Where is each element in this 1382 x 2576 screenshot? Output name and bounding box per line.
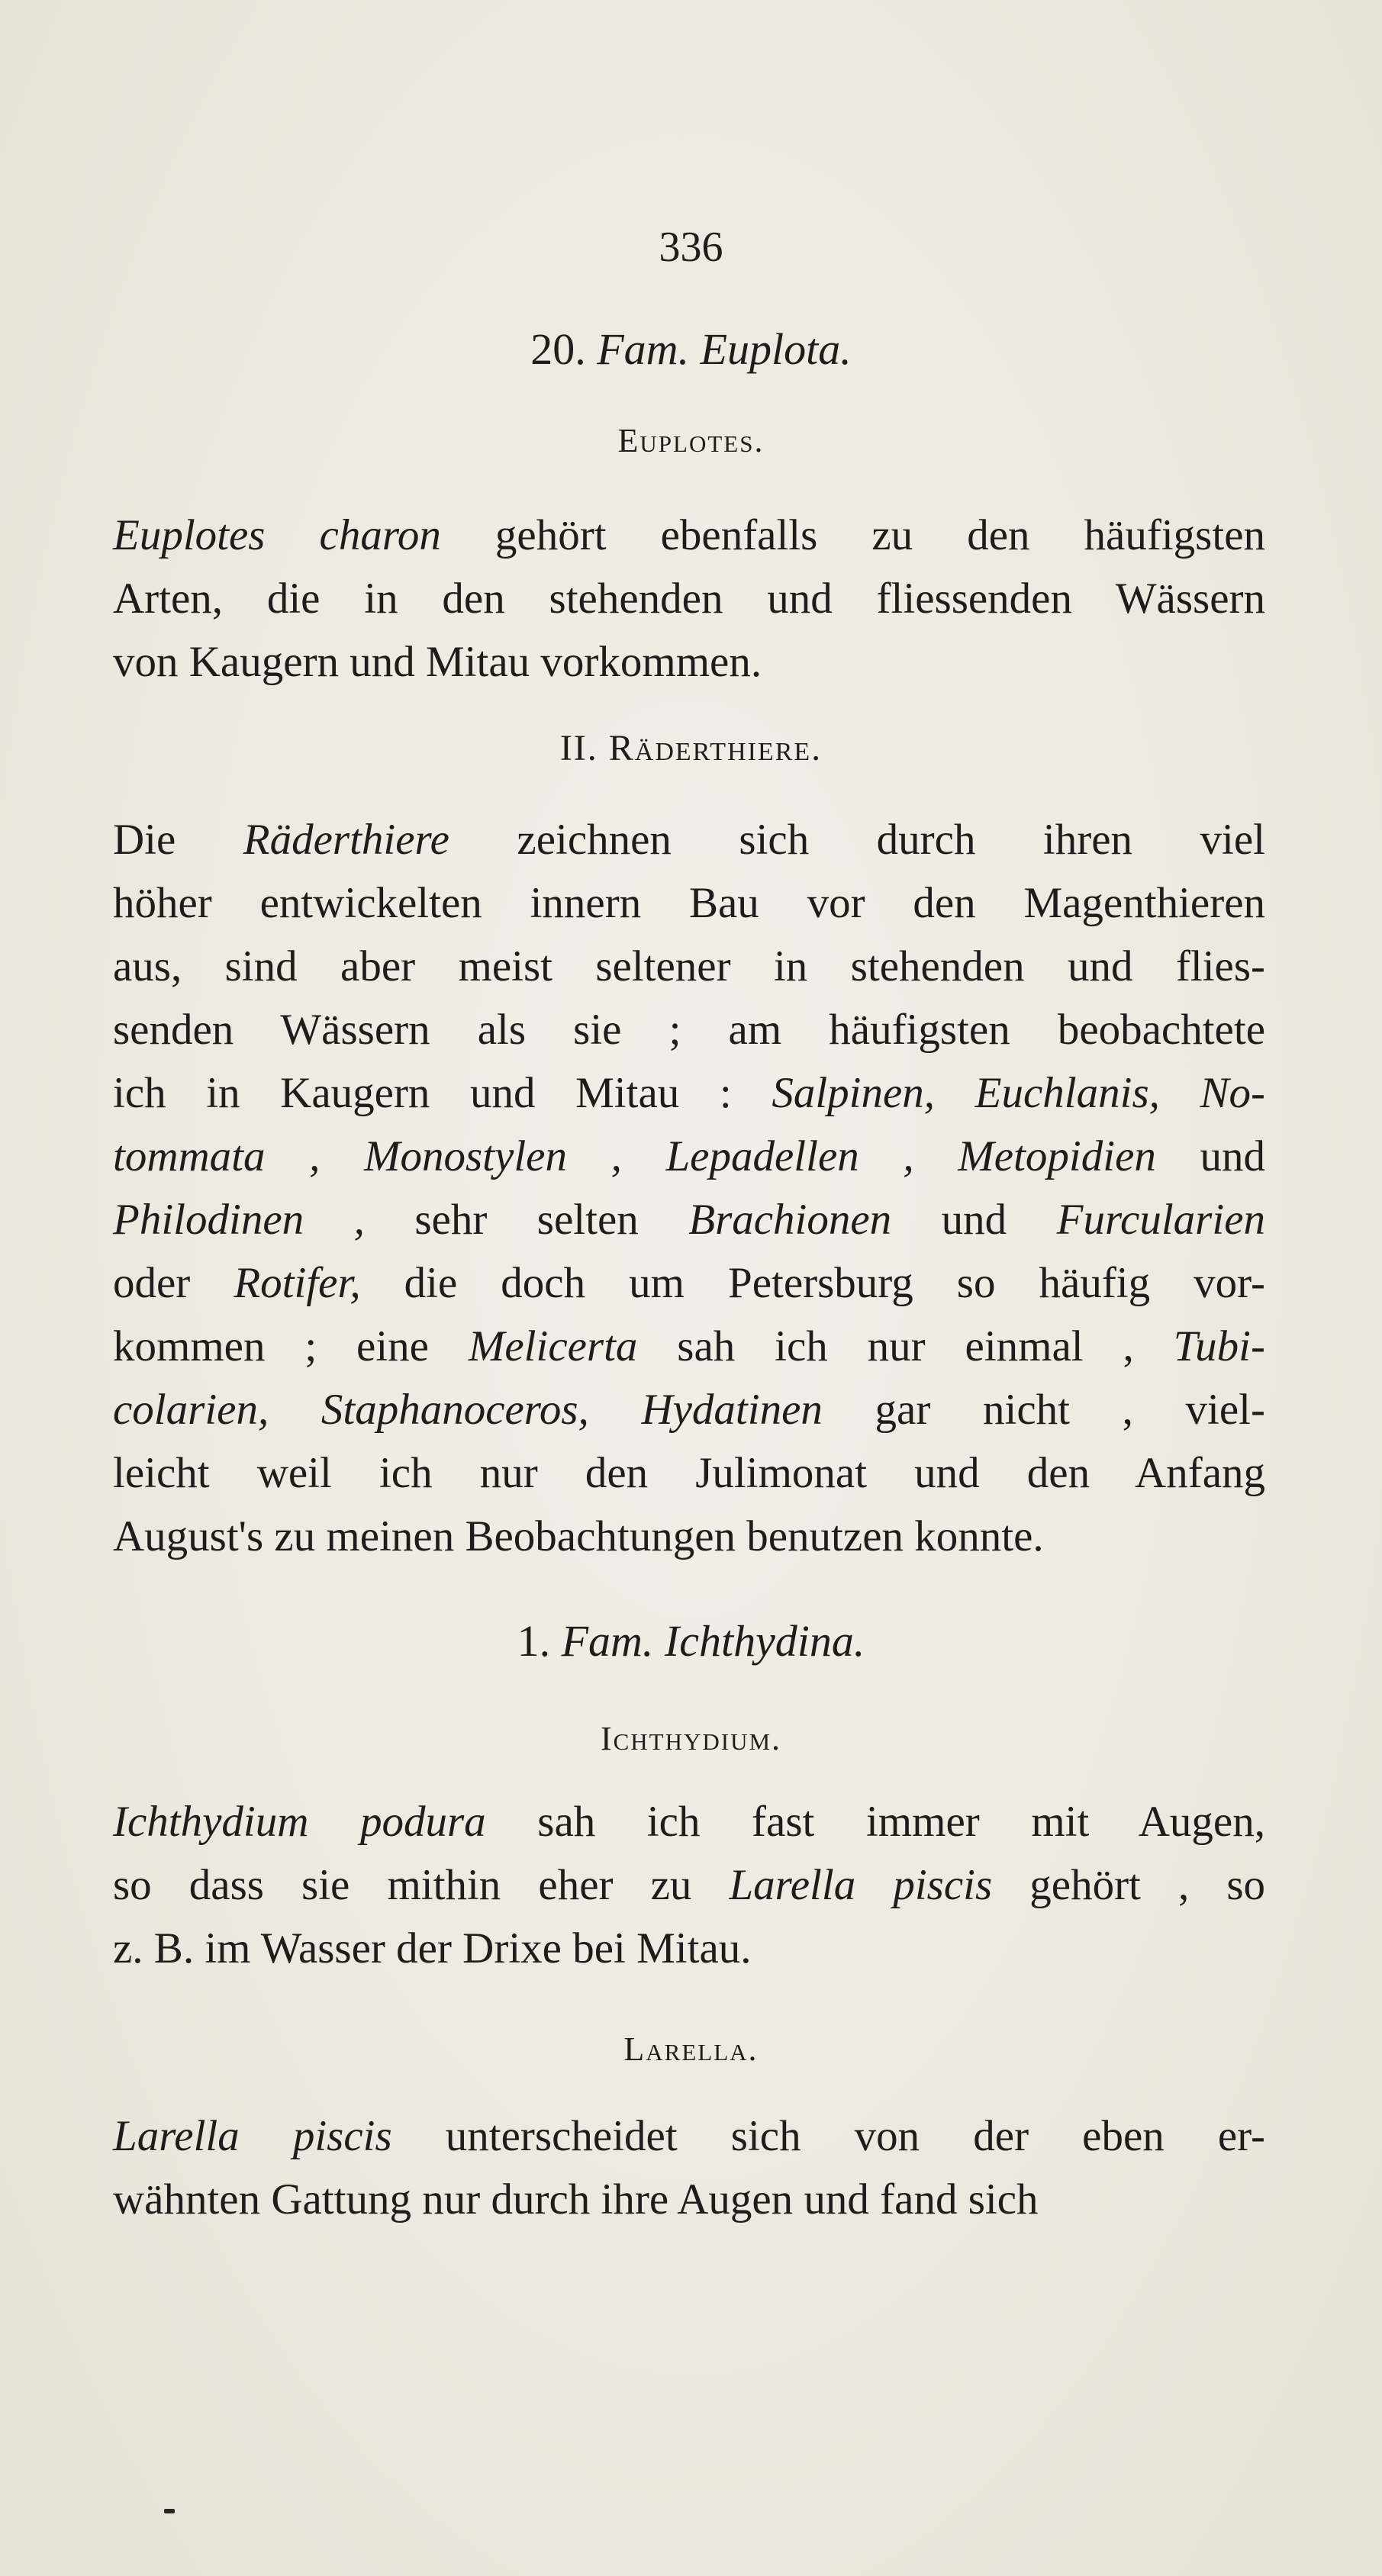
- text-run: ich in Kaugern und Mitau :: [113, 1069, 772, 1117]
- text-run: aus, sind aber meist seltener in stehenden und flies-: [113, 942, 1265, 990]
- paragraph-ichthydium: [113, 1790, 1265, 1980]
- text-line: [113, 1790, 1265, 1853]
- text-line: [113, 1061, 1265, 1125]
- italic-term: Brachionen: [688, 1196, 892, 1244]
- text-run: von Kaugern und Mitau vorkommen.: [113, 638, 762, 686]
- text-run: so dass sie mithin eher zu: [113, 1861, 730, 1909]
- italic-term: tommata , Monostylen , Lepadellen , Metopidien: [113, 1132, 1156, 1180]
- italic-term: Melicerta: [468, 1322, 638, 1370]
- italic-term: Larella piscis: [113, 2112, 392, 2160]
- italic-term: Ichthydium podura: [113, 1798, 486, 1846]
- text-run: gehört ebenfalls zu den häufigsten: [440, 511, 1265, 559]
- italic-term: Salpinen, Euchlanis, No-: [772, 1069, 1265, 1117]
- italic-term: Philodinen ,: [113, 1196, 365, 1244]
- text-line: [113, 871, 1265, 935]
- text-run: Arten, die in den stehenden und fliessenden Wässern: [113, 575, 1265, 623]
- italic-term: Tubi-: [1173, 1322, 1265, 1370]
- text-line: [113, 1188, 1265, 1251]
- text-run: und: [891, 1196, 1057, 1244]
- italic-term: Furcularien: [1056, 1196, 1265, 1244]
- text-line: [113, 1378, 1265, 1441]
- italic-term: Rotifer,: [234, 1259, 361, 1307]
- italic-term: Larella piscis: [729, 1861, 993, 1909]
- text-line: [113, 1853, 1265, 1917]
- text-line: [113, 1917, 1265, 1980]
- family-name: Fam. Euplota.: [597, 324, 852, 374]
- text-run: sehr selten: [364, 1196, 689, 1244]
- text-run: gehört , so: [992, 1861, 1266, 1909]
- page-number: 336: [659, 224, 723, 271]
- genus-heading-larella: Larella.: [623, 2030, 759, 2068]
- text-run: höher entwickelten innern Bau vor den Magenthieren: [113, 879, 1265, 927]
- text-line: [113, 1125, 1265, 1188]
- text-run: oder: [113, 1259, 234, 1307]
- text-run: Die: [113, 816, 243, 864]
- family-number: 1.: [517, 1616, 551, 1666]
- text-run: kommen ; eine: [113, 1322, 469, 1370]
- text-run: die doch um Petersburg so häufig vor-: [360, 1259, 1265, 1307]
- ink-speck: [164, 2509, 175, 2513]
- text-line: [113, 2104, 1265, 2168]
- paragraph-larella: [113, 2104, 1265, 2231]
- text-run: unterscheidet sich von der eben er-: [391, 2112, 1265, 2160]
- italic-term: Räderthiere: [243, 816, 449, 864]
- text-line: [113, 504, 1265, 567]
- text-run: sah ich fast immer mit Augen,: [485, 1798, 1265, 1846]
- text-run: gar nicht , viel-: [822, 1386, 1265, 1434]
- genus-heading-euplotes: Euplotes.: [617, 422, 765, 459]
- text-line: [113, 567, 1265, 630]
- text-line: [113, 1505, 1265, 1568]
- section-heading-raederthiere: II. Räderthiere.: [559, 728, 823, 768]
- text-run: z. B. im Wasser der Drixe bei Mitau.: [113, 1924, 752, 1972]
- text-run: sah ich nur einmal ,: [637, 1322, 1174, 1370]
- text-line: [113, 935, 1265, 998]
- text-run: leicht weil ich nur den Julimonat und den Anfang: [113, 1449, 1265, 1497]
- italic-term: Euplotes charon: [113, 511, 441, 559]
- family-name: Fam. Ichthydina.: [561, 1616, 865, 1666]
- family-number: 20.: [530, 324, 586, 374]
- text-run: wähnten Gattung nur durch ihre Augen und fand sich: [113, 2175, 1039, 2223]
- text-line: [113, 998, 1265, 1061]
- genus-heading-ichthydium: Ichthydium.: [600, 1720, 782, 1757]
- text-run: senden Wässern als sie ; am häufigsten beobachtete: [113, 1006, 1265, 1054]
- italic-term: colarien, Staphanoceros, Hydatinen: [113, 1386, 823, 1434]
- paragraph-euplotes: [113, 504, 1265, 694]
- text-run: und: [1155, 1132, 1266, 1180]
- family-heading-euplota: [0, 324, 1382, 375]
- text-line: [113, 1315, 1265, 1378]
- text-line: [113, 630, 1265, 694]
- text-line: [113, 808, 1265, 871]
- text-line: [113, 2168, 1265, 2231]
- paragraph-raederthiere: [113, 808, 1265, 1568]
- text-line: [113, 1441, 1265, 1505]
- family-heading-ichthydina: [0, 1615, 1382, 1666]
- text-run: zeichnen sich durch ihren viel: [449, 816, 1265, 864]
- text-run: August's zu meinen Beobachtungen benutzen konnte.: [113, 1512, 1044, 1560]
- text-line: [113, 1251, 1265, 1315]
